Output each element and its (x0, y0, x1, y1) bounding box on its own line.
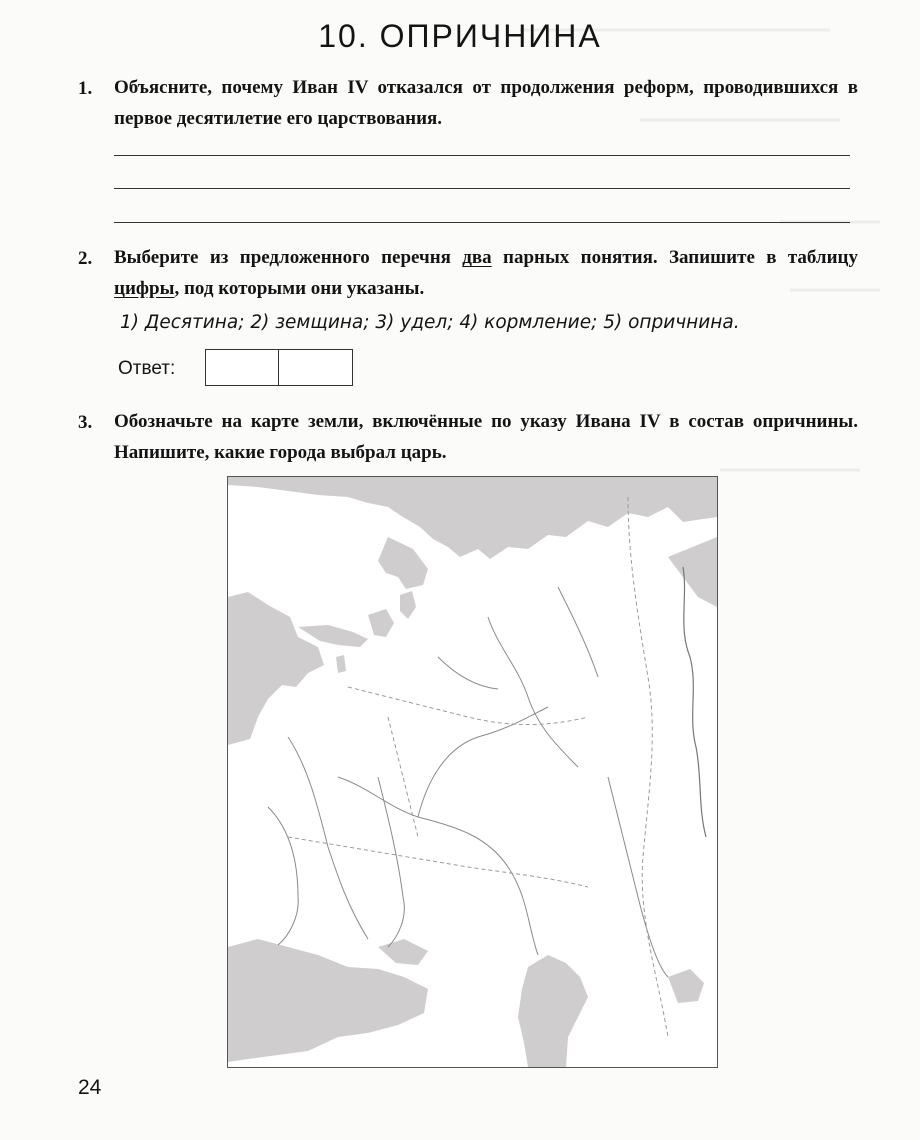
question-3-text: Обозначьте на карте земли, включённые по указу Ивана IV в состав опричнины. Напишите, какие города выбрал царь. (114, 411, 858, 463)
answer-line-3[interactable] (114, 222, 850, 223)
map-water-lake-peipus (336, 655, 346, 673)
answer-line-1[interactable] (114, 155, 850, 156)
question-1-number: 1. (78, 78, 93, 99)
map-water-aral-sea (668, 969, 704, 1003)
question-2-text-part-2: парных понятия. Запишите в таблицу (491, 247, 858, 268)
answer-line-2[interactable] (114, 188, 850, 189)
map-water-kara-sea (668, 537, 717, 607)
map-water-sea-of-azov (378, 939, 428, 965)
question-1-text: Объясните, почему Иван IV отказался от продолжения реформ, проводившихся в первое десятилетие его царствования. (114, 77, 858, 129)
answer-cell-1[interactable] (205, 349, 280, 386)
underlined-word-two: два (462, 247, 492, 268)
question-2-text-part-1: Выберите из предложенного перечня (114, 247, 463, 268)
answer-label: Ответ: (118, 358, 176, 379)
page-title: 10. ОПРИЧНИНА (318, 18, 602, 54)
page-number: 24 (78, 1076, 102, 1099)
map-water-barents-sea (228, 477, 717, 559)
question-2-options: 1) Десятина; 2) земщина; 3) удел; 4) кормление; 5) опричнина. (120, 312, 740, 333)
map-water-lake-ladoga (368, 609, 394, 637)
underlined-word-digits: цифры (114, 278, 175, 299)
question-2-number: 2. (78, 248, 93, 269)
map-water-caspian-sea (518, 955, 588, 1067)
map-water-white-sea (378, 537, 428, 589)
question-2-text-part-3: , под которыми они указаны. (174, 278, 425, 299)
map-ural-border (683, 567, 706, 837)
map-svg (228, 477, 717, 1067)
map-borders (288, 497, 668, 1037)
map-rivers (268, 587, 668, 977)
contour-map[interactable] (227, 476, 718, 1068)
map-water-baltic-sea (228, 592, 324, 745)
question-3-number: 3. (78, 412, 93, 433)
answer-cell-2[interactable] (278, 349, 353, 386)
question-2-text (114, 242, 858, 304)
map-water-lake-onega (400, 591, 416, 619)
